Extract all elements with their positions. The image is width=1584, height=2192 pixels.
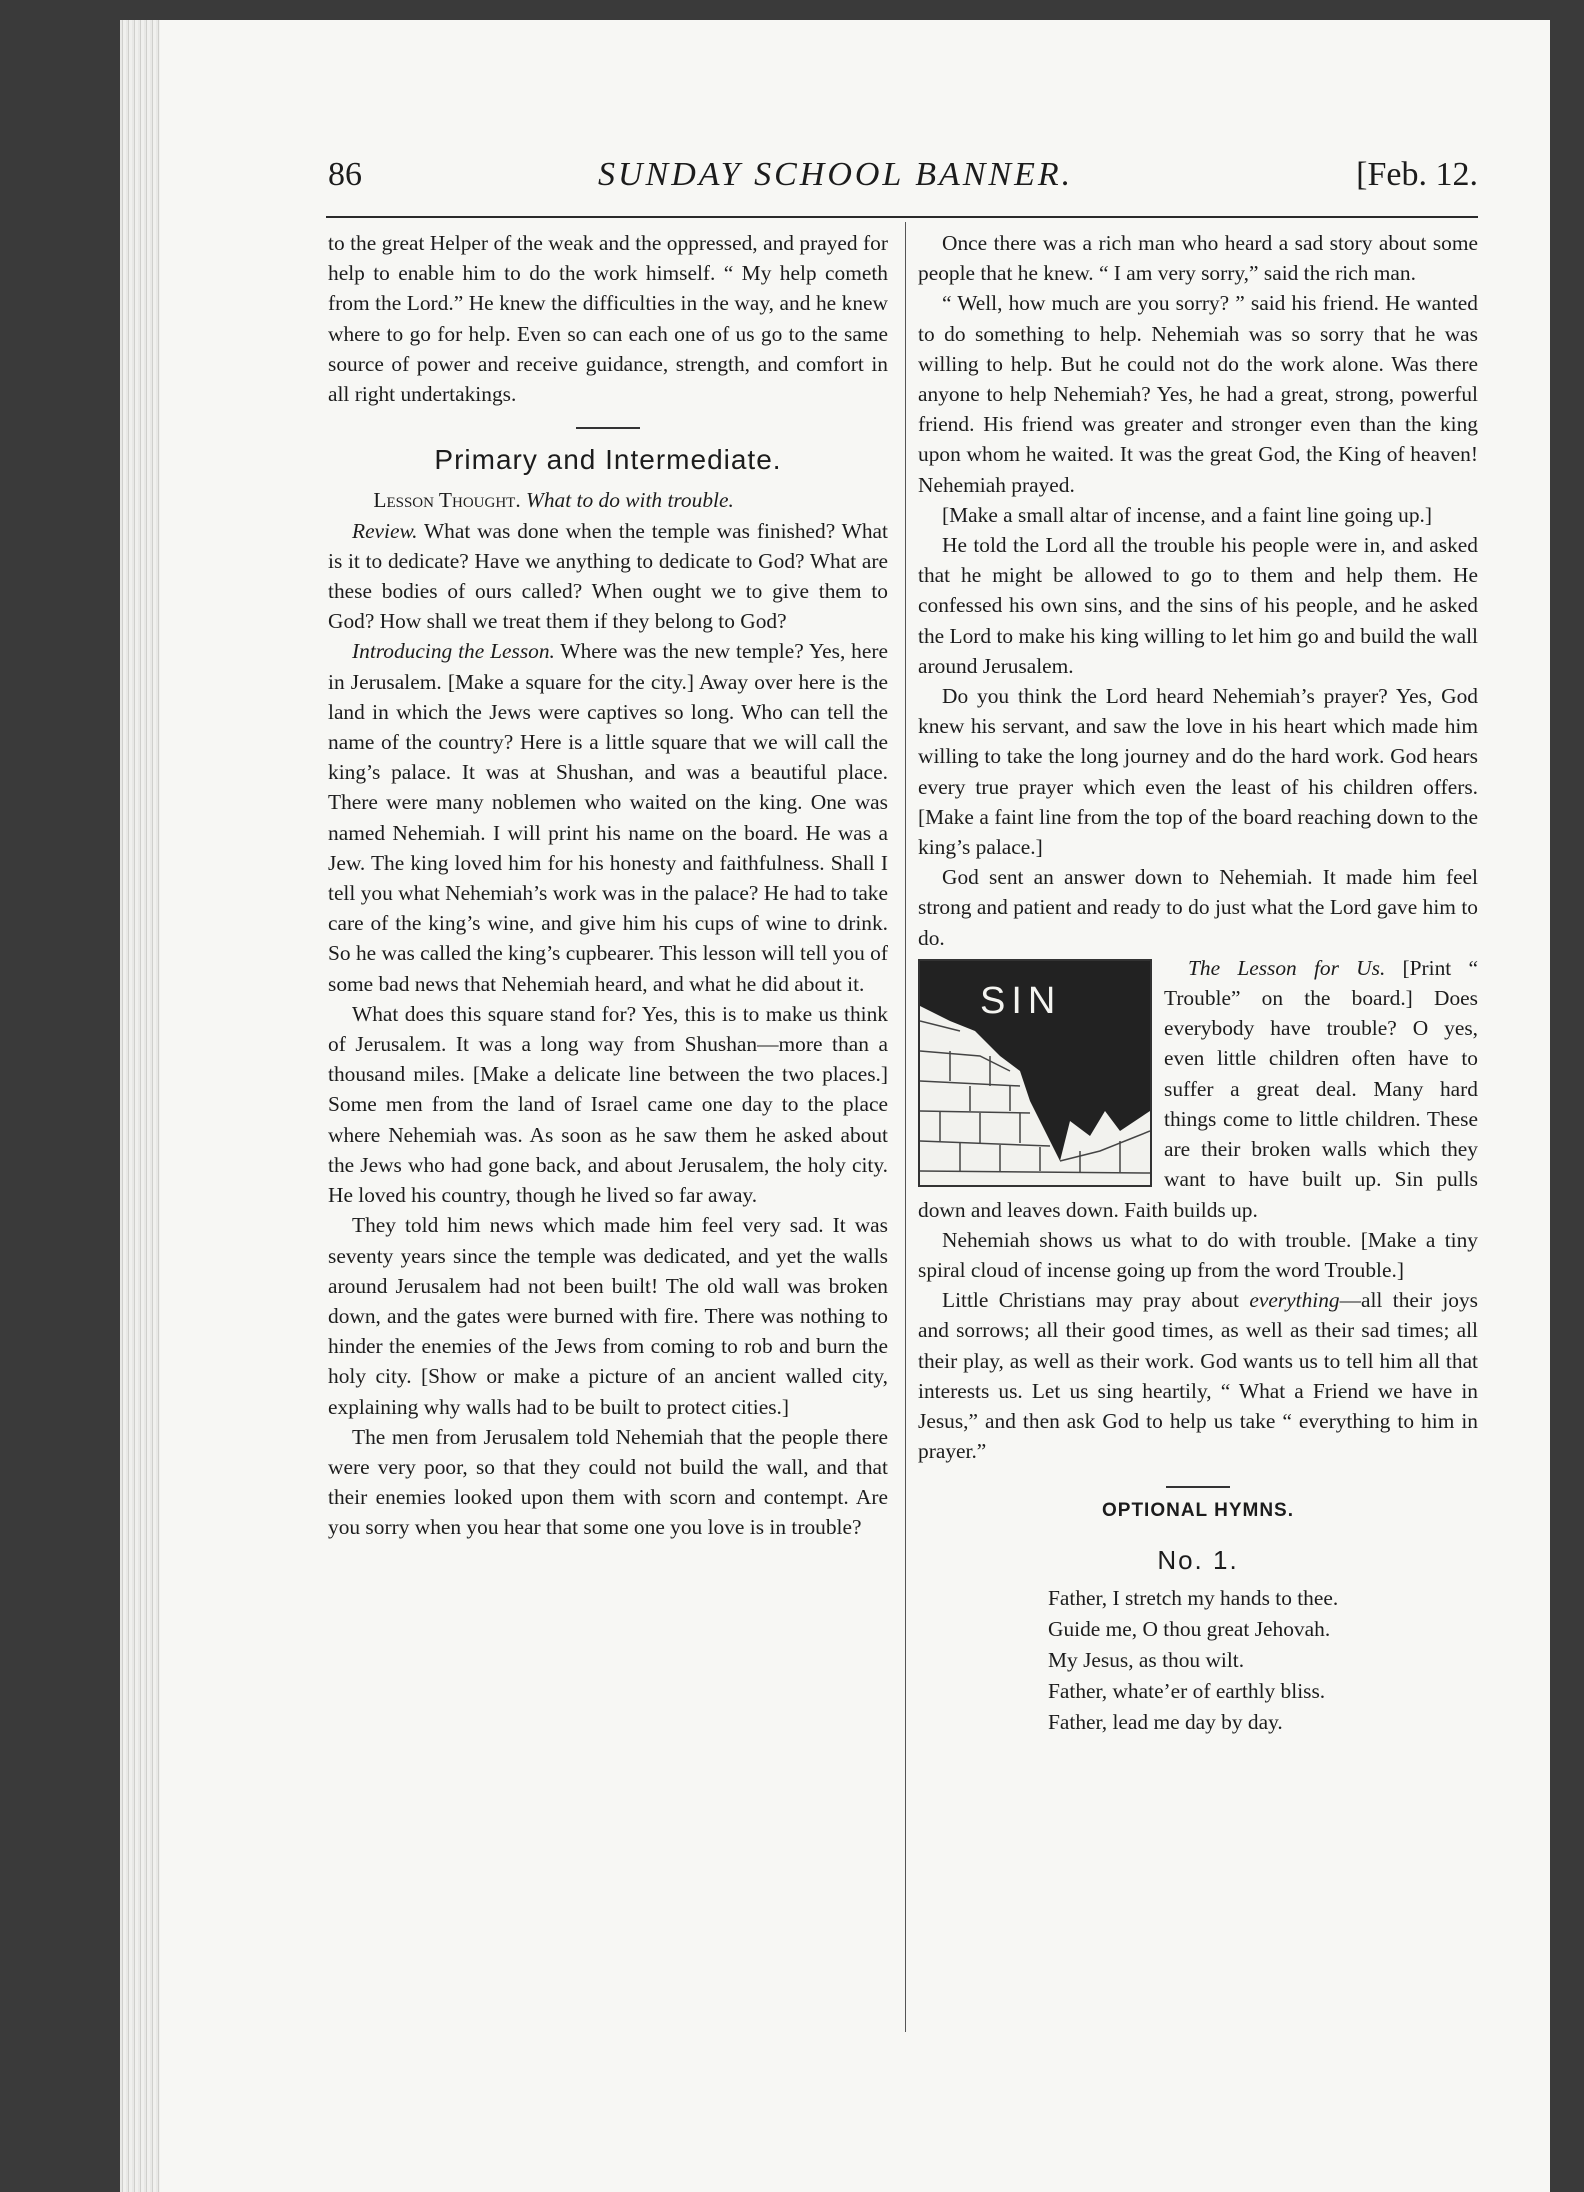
page-edge <box>120 20 160 2192</box>
paragraph: The men from Jerusalem told Nehemiah that the people there were very poor, so that they could not build the wall, and that their enemies looked upon them with scorn and contempt. Are you sorry when you hear that some one you love is in trouble? <box>328 1424 888 1540</box>
text-segment: —all their joys and sorrows; all their good times, as well as their sad times; all their play, as well as their work. God wants us to tell him all that interests us. Let us sing heartily, “ What a Friend we have in Jesus,” and then ask God to help us take “ everything to him in prayer.” <box>918 1288 1478 1464</box>
lesson-thought-text: What to do with trouble. <box>526 488 734 513</box>
hymn-line: My Jesus, as thou wilt. <box>1048 1647 1245 1672</box>
little-christians-paragraph <box>918 1285 1478 1466</box>
paragraph: What does this square stand for? Yes, this is to make us think of Jerusalem. It was a long way from Shushan—more than a thousand miles. [Make a delicate line between the two places.] Some men from the land of Israel came one day to the place where Nehemiah was. As soon as he saw them he asked about the Jews who had gone back, and about Jerusalem, the holy city. He loved his country, though he lived so far away. <box>328 1001 888 1208</box>
left-column <box>328 228 888 1543</box>
review-label: Review. <box>352 518 418 543</box>
journal-title: SUNDAY SCHOOL BANNER. <box>598 156 1074 193</box>
lesson-thought <box>328 485 888 515</box>
lesson-thought-label: Lesson Thought. <box>373 488 521 513</box>
column-divider <box>905 222 906 2032</box>
intro-label: Introducing the Lesson. <box>352 639 555 664</box>
intro-text: Where was the new temple? Yes, here in Jerusalem. [Make a square for the city.] Away over here is the land in which the Jews were captives so long. Who can tell the name of the country? Here is a little square that we will call the king’s palace. It was at Shushan, and was a beautiful place. There were many noblemen who waited on the king. One was named Nehemiah. I will print his name on the board. He was a Jew. The king loved him for his honesty and faithfulness. Shall I tell you what Nehemiah’s work was in the palace? He had to take care of the king’s wine, and give him his cups of wine to drink. So he was called the king’s cupbearer. This lesson will tell you of some bad news that Nehemiah heard, and what he did about it. <box>328 639 888 996</box>
hymn-line: Guide me, O thou great Jehovah. <box>1048 1616 1331 1641</box>
review-text: What was done when the temple was finished? What is it to dedicate? Have we anything to dedicate to God? What are these bodies of ours called? When ought we to give them to God? How shall we treat them if they belong to God? <box>328 518 888 634</box>
paragraph: Nehemiah shows us what to do with trouble. [Make a tiny spiral cloud of incense going up from the word Trouble.] <box>918 1227 1478 1282</box>
hymn-line: Father, lead me day by day. <box>1048 1709 1283 1734</box>
paragraph: to the great Helper of the weak and the oppressed, and prayed for help to enable him to do the work himself. “ My help cometh from the Lord.” He knew the difficulties in the way, and he knew where to go for help. Even so can each one of us go to the same source of power and receive guidance, strength, and comfort in all right undertakings. <box>328 231 888 407</box>
paragraph: “ Well, how much are you sorry? ” said his friend. He wanted to do something to help. Nehemiah was so sorry that he was willing to help. But he could not do the work alone. Was there anyone to help Nehemiah? Yes, he had a great, strong, powerful friend. His friend was greater and stronger even than the king upon whom he waited. It was the great God, the King of heaven! Nehemiah prayed. <box>918 291 1478 497</box>
broken-wall-icon <box>920 961 1150 1185</box>
text-segment: Little Christians may pray about <box>942 1288 1250 1313</box>
intro-paragraph <box>328 636 888 998</box>
issue-date: [Feb. 12. <box>1356 156 1478 193</box>
section-rule <box>576 427 640 429</box>
running-header <box>328 152 1478 202</box>
emphasis: everything <box>1249 1288 1340 1313</box>
figure-caption: SIN <box>980 979 1062 1022</box>
hymn-number: No. 1. <box>1157 1544 1239 1575</box>
right-column <box>918 228 1478 1738</box>
hymn-line: Father, whate’er of earthly bliss. <box>1048 1678 1326 1703</box>
paragraph: They told him news which made him feel very sad. It was seventy years since the temple was dedicated, and yet the walls around Jerusalem had not been built! The old wall was broken down, and the gates were burned with fire. There was nothing to hinder the enemies of the Jews from coming to rob and burn the holy city. [Show or make a picture of an ancient walled city, explaining why walls had to be built to protect cities.] <box>328 1213 888 1419</box>
hymns-rule <box>1166 1486 1230 1488</box>
lesson-for-us-label: The Lesson for Us. <box>1188 955 1386 980</box>
hymn-list <box>1048 1583 1478 1738</box>
paragraph: Do you think the Lord heard Nehemiah’s prayer? Yes, God knew his servant, and saw the love in his heart which made him willing to take the long journey and do the hard work. God hears every true prayer which even the least of his children offers. [Make a faint line from the top of the board reaching down to the king’s palace.] <box>918 684 1478 860</box>
paragraph: Once there was a rich man who heard a sad story about some people that he knew. “ I am very sorry,” said the rich man. <box>918 231 1478 286</box>
paragraph: He told the Lord all the trouble his people were in, and asked that he might be allowed to go to them and help them. He confessed his own sins, and the sins of his people, and he asked the Lord to make his king willing to let him go and build the wall around Jerusalem. <box>918 533 1478 678</box>
paragraph: God sent an answer down to Nehemiah. It made him feel strong and patient and ready to do just what the Lord gave him to do. <box>918 865 1478 950</box>
paragraph: [Make a small altar of incense, and a faint line going up.] <box>942 502 1433 527</box>
header-rule <box>326 216 1478 218</box>
section-title: Primary and Intermediate. <box>434 444 782 476</box>
lesson-for-us-text: [Print “ Trouble” on the board.] Does everybody have trouble? O yes, even little children often have to suffer a great deal. Many hard things come to little children. These are their broken walls which they want to have built up. Sin pulls down and leaves down. Faith builds up. <box>918 955 1478 1222</box>
hymns-title: OPTIONAL HYMNS. <box>1102 1500 1294 1522</box>
review-paragraph <box>328 516 888 637</box>
hymn-line: Father, I stretch my hands to thee. <box>1048 1585 1339 1610</box>
sin-wall-illustration <box>918 959 1152 1187</box>
page-number: 86 <box>328 156 362 193</box>
